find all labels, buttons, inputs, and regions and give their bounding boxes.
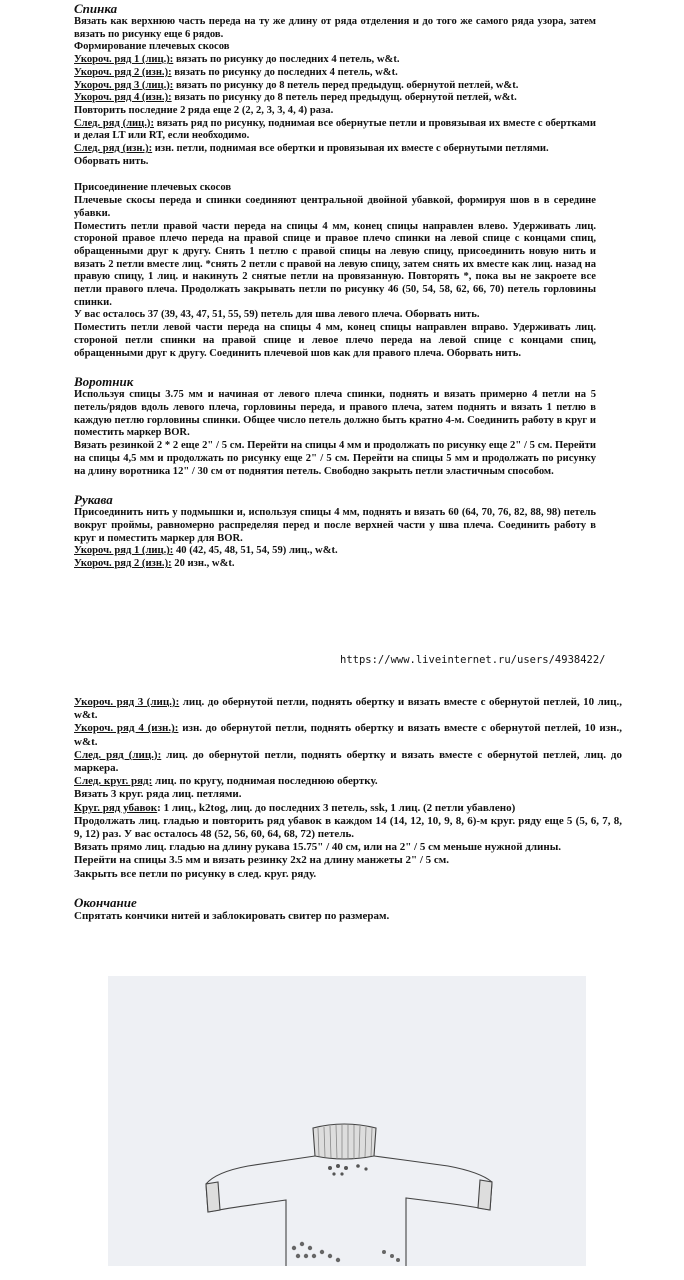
- short-row-4-text: вязать по рисунку до 8 петель перед предыдущ. обернутой петлей, w&t.: [171, 92, 517, 104]
- sleeve-next-row-text: лиц. до обернутой петли, поднять обертку и вязать вместе с обернутой петлей, лиц. до маркера.: [74, 748, 622, 775]
- sleeves-heading: Рукава: [74, 492, 113, 508]
- finishing-heading: Окончание: [74, 894, 137, 910]
- short-row-1-label: Укороч. ряд 1 (лиц.):: [74, 54, 174, 66]
- next-row-rs-text: вязать ряд по рисунку, поднимая все обернутые петли и провязывая их вместе с обертками и делая LT или RT, если необходимо.: [74, 117, 597, 142]
- sleeve-short-row-1-label: Укороч. ряд 1 (лиц.):: [74, 545, 174, 557]
- short-row-3-text: вязать по рисунку до 8 петель перед предыдущ. обернутой петлей, w&t.: [173, 79, 519, 91]
- next-row-ws-text: изн. петли, поднимая все обертки и провязывая их вместе с обернутыми петлями.: [152, 143, 549, 155]
- back-bind-off: Оборвать нить.: [74, 155, 149, 167]
- sleeve-close: Закрыть все петли по рисунку в след. круг. ряду.: [74, 867, 317, 880]
- sleeve-next-row: [74, 749, 622, 775]
- back-intro: Вязать как верхнюю часть переда на ту же длину от ряда отделения и до того же самого ряда узора, затем вязать по рисунку еще 6 рядов.: [74, 16, 596, 40]
- sleeve-next-row-label: След. ряд (лиц.):: [74, 748, 162, 761]
- sleeve-short-row-1: [74, 545, 596, 558]
- short-row-2-label: Укороч. ряд 2 (изн.):: [74, 66, 172, 78]
- short-row-2: [74, 67, 596, 80]
- next-row-rs: [74, 118, 596, 143]
- short-row-3-label: Укороч. ряд 3 (лиц.):: [74, 79, 174, 91]
- sleeve-straight: Вязать прямо лиц. гладью на длину рукава 15.75" / 40 см, или на 2" / 5 см меньше нужной длины.: [74, 841, 562, 854]
- collar-p2: Вязать резинкой 2 * 2 еще 2" / 5 см. Перейти на спицы 4 мм и продолжать по рисунку еще 2" / 5 см. Перейти на спицы 4,5 мм и продолжать по рисунку еще 2" / 5 см. Перейти на спицы 5 мм и продолжать по рисунку на длину воротника 12" / 30 см от поднятия петель. Свободно закрыть петли эластичным способом.: [74, 440, 596, 477]
- sleeve-next-round-text: лиц. по кругу, поднимая последнюю обертку.: [152, 775, 378, 788]
- sleeve-decrease-text: : 1 лиц., k2tog, лиц. до последних 3 петель, ssk, 1 лиц. (2 петли убавлено): [157, 801, 516, 814]
- back-heading: Спинка: [74, 1, 118, 16]
- sleeve-short-row-3-label: Укороч. ряд 3 (лиц.):: [74, 696, 180, 708]
- page-top: [74, 0, 596, 571]
- short-row-4-label: Укороч. ряд 4 (изн.):: [74, 92, 172, 104]
- join-heading: Присоединение плечевых скосов: [74, 182, 232, 194]
- join-p2: Поместить петли правой части переда на спицы 4 мм, конец спицы направлен влево. Удерживать лиц. стороной правое плечо переда на правой спице и правое плечо спинки на левой спице с концами спиц, обращенными друг к другу. Снять 1 петлю с правой спицы на левую спицу, присоединить новую нить и вязать 2 петли вместе лиц. *снять 2 петли с правой на левую спицу, затем снять их вместе как лиц. назад на правую спицу, 1 лиц. и накинуть 2 снятые петли на провязанную. Повторять *, пока вы не закроете все петли правого плеча. Продолжать закрывать петли по рисунку 46 (50, 54, 58, 62, 66, 70) петель горловины спинки.: [74, 220, 596, 308]
- sleeve-short-row-2-text: 20 изн., w&t.: [171, 558, 235, 570]
- page-bottom: [74, 696, 622, 923]
- sleeve-short-row-4-text: изн. до обернутой петли, поднять обертку и вязать вместе с обернутой петлей, 10 изн., w&t.: [74, 722, 622, 748]
- shoulder-heading: Формирование плечевых скосов: [74, 41, 230, 53]
- finishing-text: Спрятать кончики нитей и заблокировать свитер по размерам.: [74, 909, 390, 922]
- sleeve-short-row-2-label: Укороч. ряд 2 (изн.):: [74, 558, 172, 570]
- next-row-ws: [74, 143, 596, 156]
- sleeve-decrease-round: [74, 802, 622, 815]
- sleeve-next-round-label: След. круг. ряд:: [74, 775, 153, 788]
- short-row-1-text: вязать по рисунку до последних 4 петель, w&t.: [173, 54, 400, 66]
- sleeve-short-row-3-text: лиц. до обернутой петли, поднять обертку и вязать вместе с обернутой петлей, 10 лиц., w&t.: [74, 696, 622, 722]
- sleeve-decrease-label: Круг. ряд убавок: [74, 801, 158, 814]
- join-p4: Поместить петли левой части переда на спицы 4 мм, конец спицы направлен вправо. Удерживать лиц. стороной петли спинки на правой спице и левое плечо переда на левой спице с концами спиц, обращенными друг к другу. Соединить плечевой шов как для правого плеча. Оборвать нить.: [74, 322, 596, 359]
- short-row-3: [74, 80, 596, 93]
- sleeves-p1: Присоединить нить у подмышки и, используя спицы 4 мм, поднять и вязать 60 (64, 70, 76, 82, 88, 98) петель вокруг проймы, равномерно распределяя перед и после верхней части у шва плеча. Соединить работу в круг и поместить маркер для BOR.: [74, 507, 596, 544]
- collar-p1: Используя спицы 3.75 мм и начиная от левого плеча спинки, поднять и вязать примерно 4 петли на 5 петель/рядов вдоль левого плеча, горловины переда, и правого плеча, затем поднять и вязать 1 петлю в каждую петлю горловины спинки. Общее число петель должно быть кратно 4-м. Соединить работу в круг и поместить маркер BOR.: [74, 389, 596, 439]
- sleeve-short-row-4-label: Укороч. ряд 4 (изн.):: [74, 722, 179, 735]
- sweater-sketch: [108, 976, 586, 1266]
- join-p3: У вас осталось 37 (39, 43, 47, 51, 55, 59) петель для шва левого плеча. Оборвать нить.: [74, 309, 480, 321]
- next-row-ws-label: След. ряд (изн.):: [74, 143, 153, 155]
- sleeve-short-row-4: [74, 722, 622, 748]
- sleeve-short-row-2: [74, 558, 596, 571]
- join-p1: Плечевые скосы переда и спинки соединяют центральной двойной убавкой, формируя шов в в середине убавки.: [74, 195, 596, 219]
- collar-heading: Воротник: [74, 374, 134, 390]
- sleeve-next-round: [74, 775, 622, 788]
- source-url[interactable]: https://www.liveinternet.ru/users/4938422/: [340, 654, 606, 666]
- sleeve-short-row-1-text: 40 (42, 45, 48, 51, 54, 59) лиц., w&t.: [173, 545, 338, 557]
- short-row-2-text: вязать по рисунку до последних 4 петель, w&t.: [171, 66, 398, 78]
- sleeve-cuff: Перейти на спицы 3.5 мм и вязать резинку 2х2 на длину манжеты 2" / 5 см.: [74, 854, 450, 867]
- sleeve-knit-3: Вязать 3 круг. ряда лиц. петлями.: [74, 788, 242, 801]
- repeat-rows: Повторить последние 2 ряда еще 2 (2, 2, 3, 3, 4, 4) раза.: [74, 104, 334, 116]
- next-row-rs-label: След. ряд (лиц.):: [74, 117, 154, 129]
- short-row-1: [74, 54, 596, 67]
- sweater-drawing: [108, 976, 586, 1266]
- sleeve-continue: Продолжать лиц. гладью и повторить ряд убавок в каждом 14 (14, 12, 10, 9, 8, 6)-м круг. ряду еще 5 (5, 6, 7, 8, 9, 12) раз. У вас осталось 48 (52, 56, 60, 64, 68, 72) петель.: [74, 814, 622, 841]
- short-row-4: [74, 92, 596, 105]
- sleeve-short-row-3: [74, 696, 622, 722]
